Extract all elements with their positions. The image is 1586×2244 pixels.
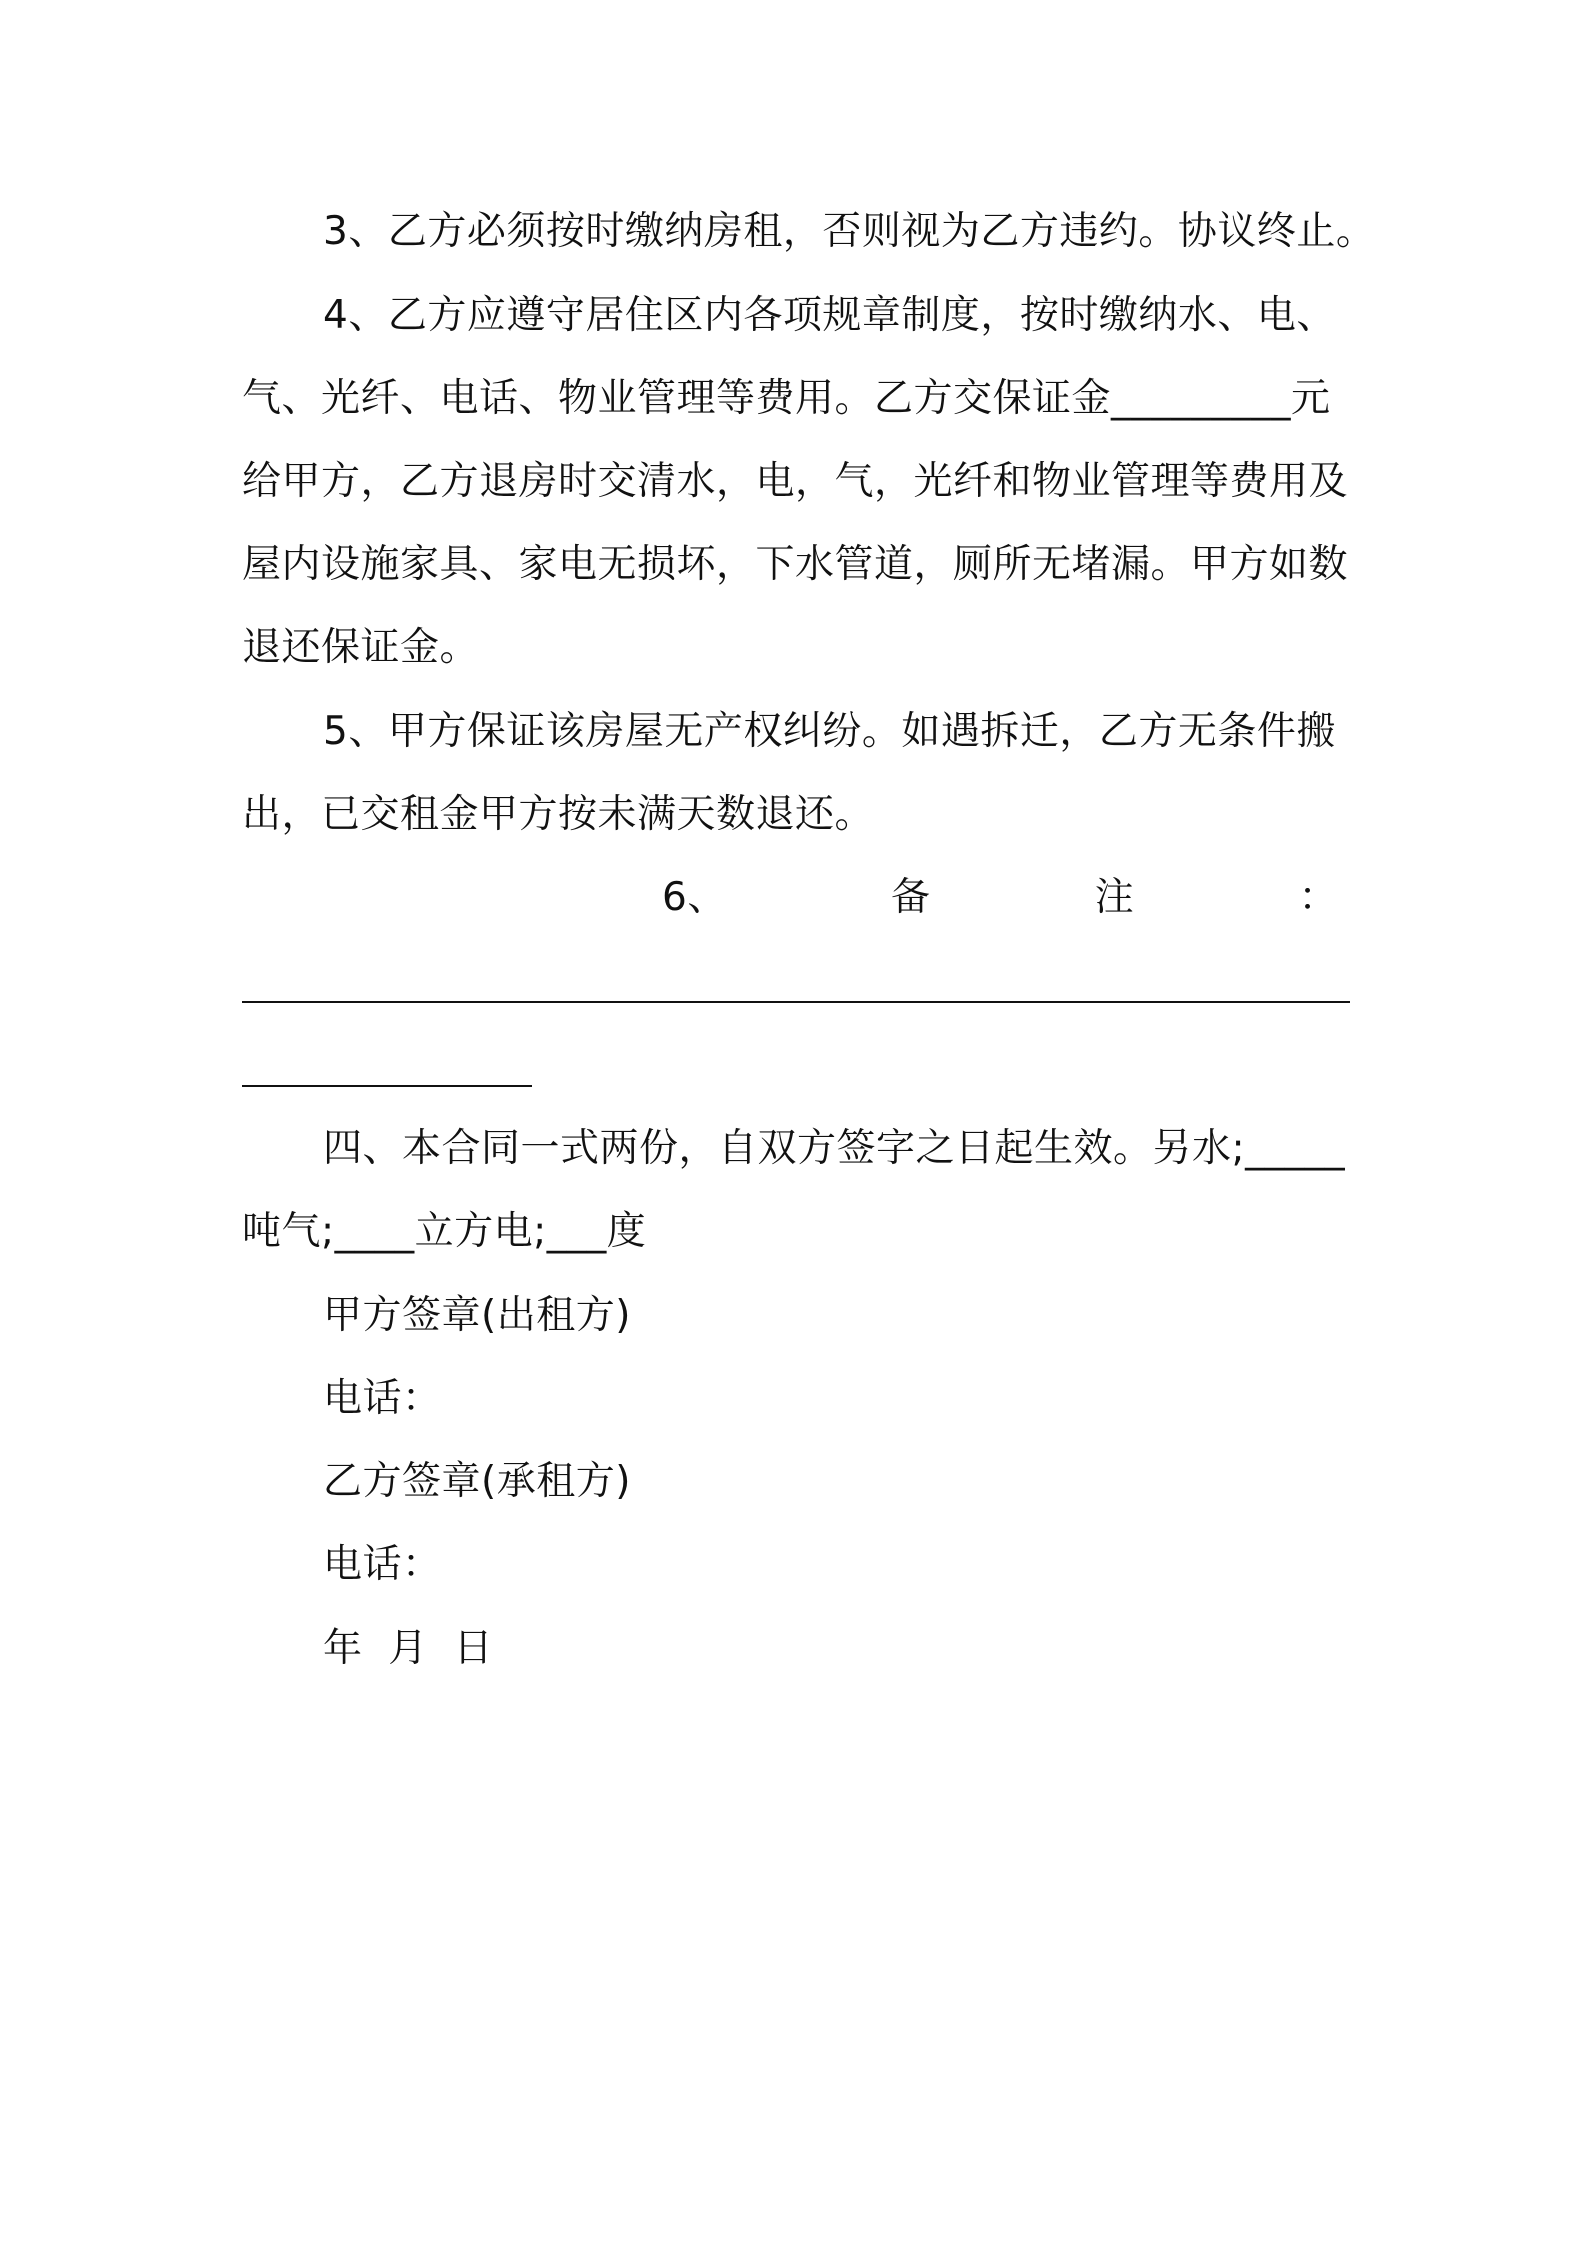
clause-4-line-3: 给甲方，乙方退房时交清水，电，气，光纤和物业管理等费用及 xyxy=(242,459,1349,504)
clause-4-line-5: 退还保证金。 xyxy=(242,625,480,670)
section-4-line-1: 四、本合同一式两份，自双方签字之日起生效。另水;_____ xyxy=(323,1126,1346,1171)
party-b-signature-label: 乙方签章(承租方) xyxy=(323,1459,631,1504)
clause-6-number: 6、 xyxy=(662,875,727,920)
date-label: 年 月 日 xyxy=(323,1626,494,1671)
remarks-blank-line-1 xyxy=(242,1001,1350,1003)
clause-4-line-1: 4、乙方应遵守居住区内各项规章制度，按时缴纳水、电、 xyxy=(323,293,1336,338)
clause-4-line-4: 屋内设施家具、家电无损坏，下水管道，厕所无堵漏。甲方如数 xyxy=(242,542,1349,587)
clause-5-line-1: 5、甲方保证该房屋无产权纠纷。如遇拆迁，乙方无条件搬 xyxy=(323,709,1336,754)
clause-6-colon: ： xyxy=(1298,875,1338,920)
clause-3-line-1: 3、乙方必须按时缴纳房租，否则视为乙方违约。协议终止。 xyxy=(323,209,1376,254)
party-a-phone-label: 电话： xyxy=(323,1376,442,1421)
remarks-blank-line-2 xyxy=(242,1085,532,1087)
section-4-line-2: 吨气;____立方电;___度 xyxy=(242,1209,647,1254)
clause-5-line-2: 出，已交租金甲方按未满天数退还。 xyxy=(242,792,875,837)
party-a-signature-label: 甲方签章(出租方) xyxy=(323,1293,631,1338)
clause-6-heading xyxy=(662,872,1338,924)
clause-4-line-2: 气、光纤、电话、物业管理等费用。乙方交保证金_________元 xyxy=(242,376,1331,421)
party-b-phone-label: 电话： xyxy=(323,1542,442,1587)
clause-6-char-2: 注 xyxy=(1094,875,1135,920)
clause-6-char-1: 备 xyxy=(891,875,931,920)
